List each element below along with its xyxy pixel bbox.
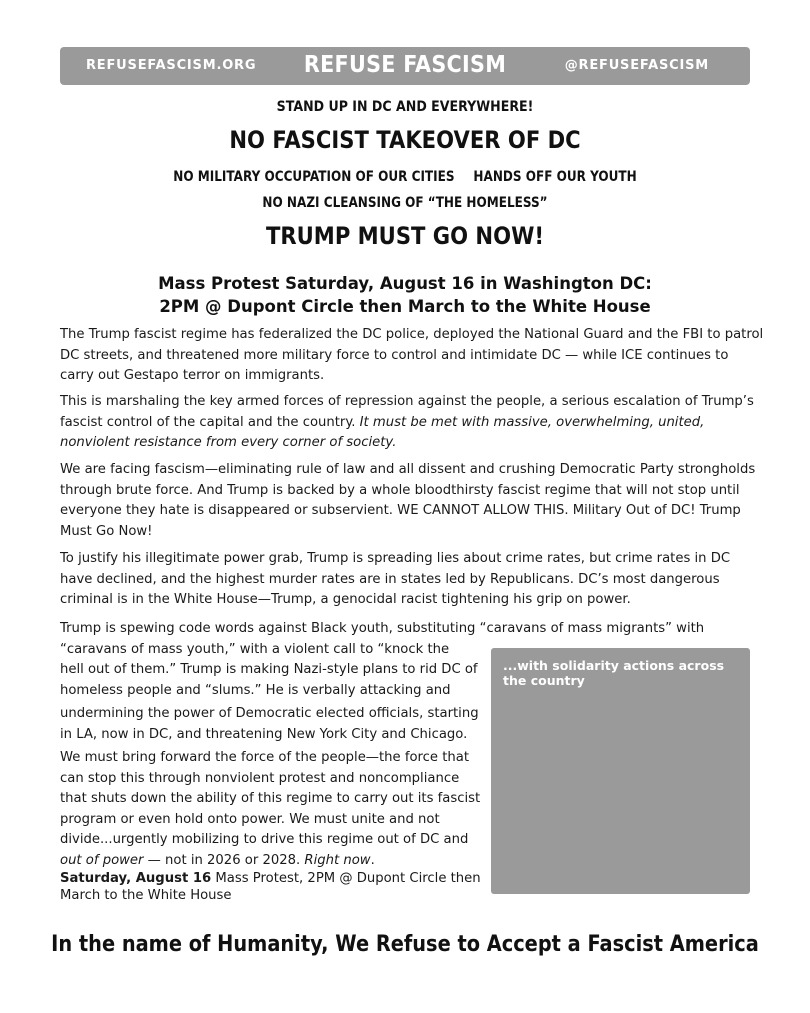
paragraph-text: We must bring forward the force of the people—the force that can stop this through nonviolent protest and noncompliance that shuts down the ability of this regime to carry out its fascist program or even hold onto power. We must unite and not divide...urgently mobilizing to drive this regime out of DC and	[60, 750, 481, 847]
paragraph-text: Trump is spewing code words against Black youth, substituting “caravans of mass migrants” with “caravans of mass youth,” with a violent call to “knock the	[60, 621, 705, 657]
headline-no-takeover: NO FASCIST TAKEOVER OF DC	[229, 126, 581, 154]
brand-title: REFUSE FASCISM	[303, 52, 507, 78]
headline-trump-must-go: TRUMP MUST GO NOW!	[265, 222, 544, 250]
headline-no-military: NO MILITARY OCCUPATION OF OUR CITIES	[173, 169, 455, 185]
headline-demands-row	[57, 169, 754, 185]
paragraph-text: The Trump fascist regime has federalized the DC police, deployed the National Guard and the FBI to patrol DC streets, and threatened more military force to control and intimidate DC — while ICE continues to carry out Gestapo terror on immigrants.	[60, 327, 764, 383]
paragraph-text: We are facing fascism—eliminating rule of law and all dissent and crushing Democratic Party strongholds through brute force. And Trump is backed by a whole bloodthirsty fascist regime that will not stop until everyone they hate is disappeared or subservient. WE CANNOT ALLOW THIS. Military Out of DC! Trump Must Go Now!	[60, 462, 756, 539]
paragraph-federalized	[60, 325, 765, 387]
paragraph-facing-fascism	[60, 460, 765, 542]
paragraph-text: This is marshaling the key armed forces of repression against the people, a serious escalation of Trump’s fascist control of the capital and the country.	[60, 394, 754, 430]
event-subheading-line2: 2PM @ Dupont Circle then March to the White House	[159, 297, 651, 316]
paragraph-text: — not in 2026 or 2028.	[143, 852, 305, 868]
solidarity-caption: ...with solidarity actions across the country	[503, 658, 725, 688]
headline-no-cleansing: NO NAZI CLEANSING OF “THE HOMELESS”	[262, 195, 548, 211]
paragraph-code-words-mid	[60, 660, 480, 701]
paragraph-text: undermining the power of Democratic elected officials, starting in LA, now in DC, and threatening New York City and Chicago.	[60, 706, 479, 742]
event-date: Saturday, August 16	[60, 871, 212, 886]
header-bar	[60, 47, 750, 85]
headline-hands-off: HANDS OFF OUR YOUTH	[473, 169, 637, 185]
social-handle: @REFUSEFASCISM	[564, 58, 709, 73]
paragraph-text: hell out of them.” Trump is making Nazi-style plans to rid DC of homeless people and “slums.” He is verbally attacking and	[60, 662, 478, 698]
solidarity-box	[491, 648, 750, 894]
paragraph-emphasis: Right now	[304, 852, 371, 868]
paragraph-crime-lies	[60, 549, 765, 611]
paragraph-force-of-people	[60, 748, 485, 871]
paragraph-emphasis: It must be met with massive, overwhelming, united, nonviolent resistance from every corner of society.	[60, 414, 705, 450]
event-subheading-line1: Mass Protest Saturday, August 16 in Washington DC:	[158, 274, 652, 293]
paragraph-text: .	[370, 852, 375, 868]
footer-slogan: In the name of Humanity, We Refuse to Accept a Fascist America	[51, 932, 759, 957]
event-info: Mass Protest, 2PM @ Dupont Circle then March to the White House	[60, 871, 481, 903]
event-details	[60, 870, 490, 904]
paragraph-code-words-end	[60, 704, 490, 745]
paragraph-emphasis: out of power	[60, 852, 144, 868]
paragraph-text: To justify his illegitimate power grab, Trump is spreading lies about crime rates, but crime rates in DC have declined, and the highest murder rates are in states led by Republicans. DC’s most dangerous criminal is in the White House—Trump, a genocidal racist tightening his grip on power.	[60, 551, 731, 607]
headline-stand-up: STAND UP IN DC AND EVERYWHERE!	[276, 99, 534, 115]
website-label: REFUSEFASCISM.ORG	[86, 58, 257, 73]
paragraph-marshaling	[60, 392, 765, 454]
